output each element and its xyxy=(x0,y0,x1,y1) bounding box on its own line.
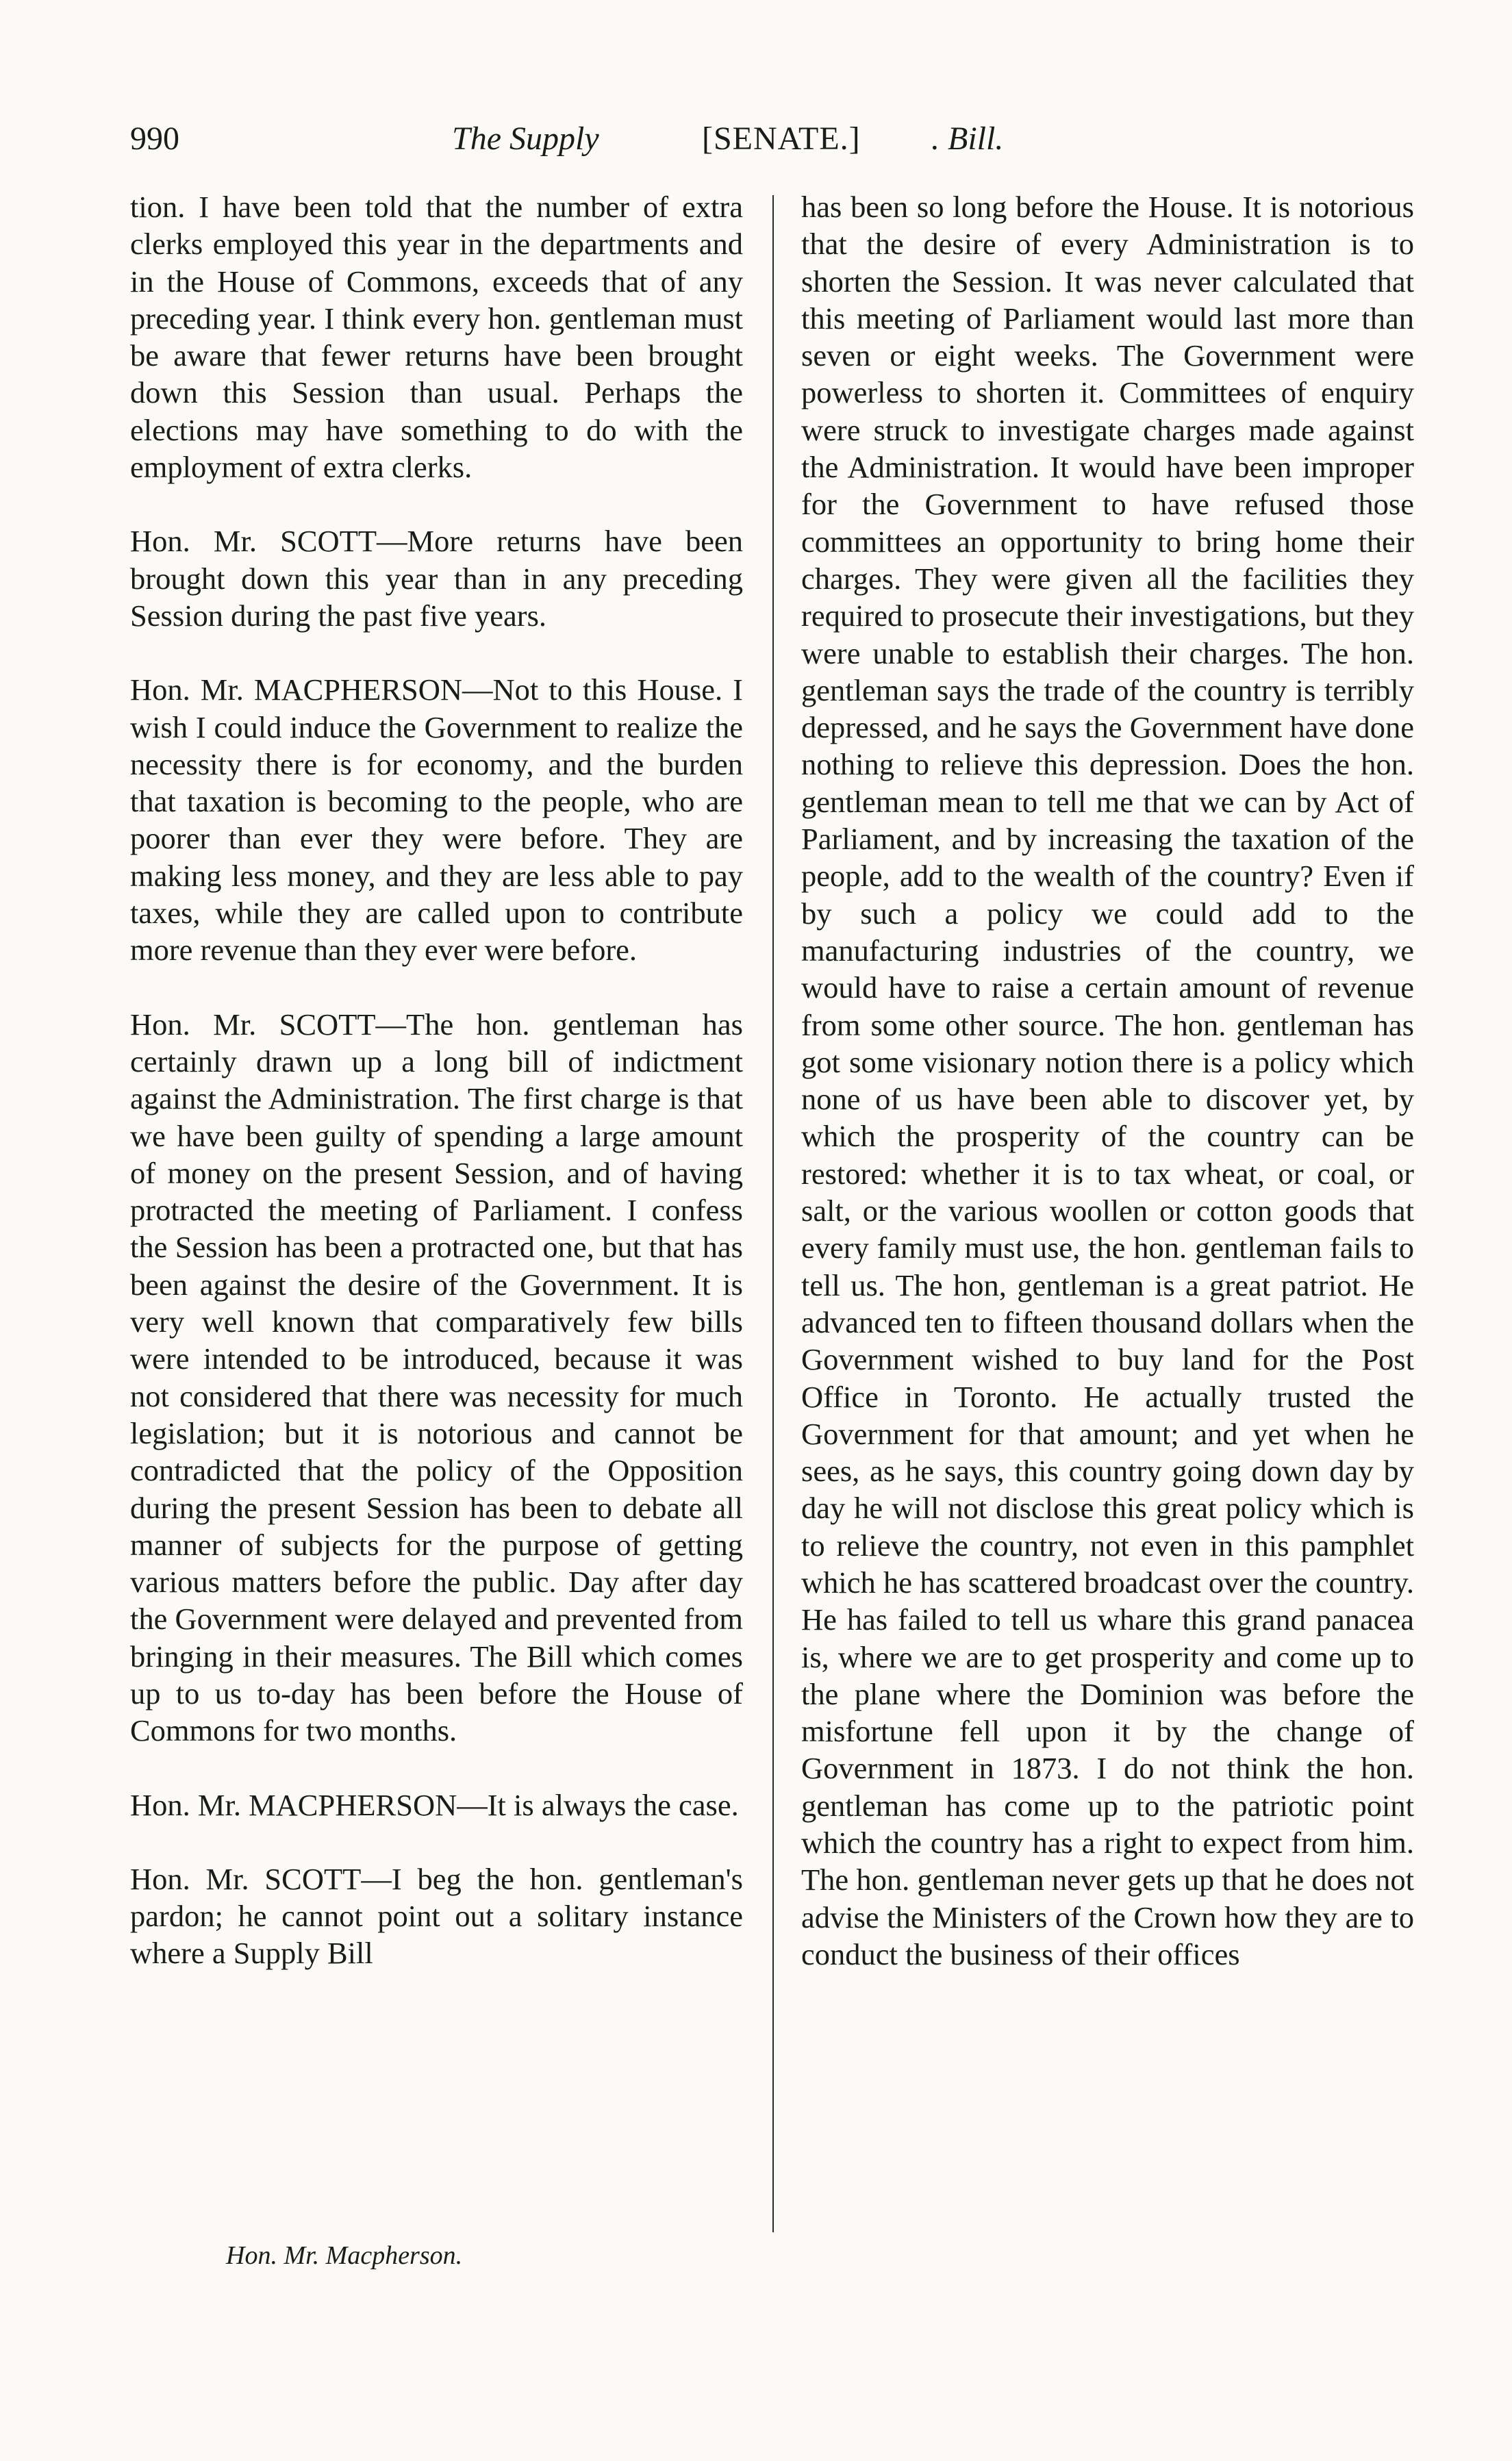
page-header xyxy=(130,115,1383,163)
page-number: 990 xyxy=(130,121,179,157)
left-column xyxy=(130,188,743,1972)
right-column xyxy=(801,188,1414,1973)
house-label: [SENATE.] xyxy=(702,121,861,157)
column-divider xyxy=(772,195,774,2232)
paragraph: Hon. Mr. MACPHERSON—It is always the case. xyxy=(130,1787,739,1822)
paragraph: Hon. Mr. SCOTT—The hon. gentleman has certainly drawn up a long bill of indictment against the Administration. The first charge is that we have been guilty of spending a large amount of money on the present Session, and of having protracted the meeting of Parliament. I confess the Session has been a protracted one, but that has been against the desire of the Government. It is very well known that comparatively few bills were intended to be introduced, because it was not considered that there was necessity for much legislation; but it is notorious and cannot be contradicted that the policy of the Opposition during the present Session has been to debate all manner of subjects for the purpose of getting various matters before the public. Day after day the Government were delayed and prevented from bringing in their measures. The Bill which comes up to us to-day has been before the House of Commons for two months. xyxy=(130,1007,743,1748)
catchword: Hon. Mr. Macpherson. xyxy=(226,2241,463,2270)
running-title: The Supply xyxy=(452,121,599,157)
running-title-end: . Bill. xyxy=(931,121,1004,157)
paragraph: Hon. Mr. SCOTT—I beg the hon. gentleman's pardon; he cannot point out a solitary instance where a Supply Bill xyxy=(130,1861,743,1971)
paragraph: Hon. Mr. SCOTT—More returns have been brought down this year than in any preceding Session during the past five years. xyxy=(130,524,743,633)
paragraph: has been so long before the House. It is notorious that the desire of every Administration is to shorten the Session. It was never calculated that this meeting of Parliament would last more than seven or eight weeks. The Government were powerless to shorten it. Committees of enquiry were struck to investigate charges made against the Administration. It would have been improper for the Government to have refused those committees an opportunity to bring home their charges. They were given all the facilities they required to prosecute their investigations, but they were unable to establish their charges. The hon. gentleman says the trade of the country is terribly depressed, and he says the Government have done nothing to relieve this depression. Does the hon. gentleman mean to tell me that we can by Act of Parliament, and by increasing the taxation of the people, add to the wealth of the country? Even if by such a policy we could add to the manufacturing industries of the country, we would have to raise a certain amount of revenue from some other source. The hon. gentleman has got some visionary notion there is a policy which none of us have been able to discover yet, by which the prosperity of the country can be restored: whether it is to tax wheat, or coal, or salt, or the various woollen or cotton goods that every family must use, the hon. gentleman fails to tell us. The hon, gentleman is a great patriot. He advanced ten to fifteen thousand dollars when the Government wished to buy land for the Post Office in Toronto. He actually trusted the Government for that amount; and yet when he sees, as he says, this country going down day by day he will not disclose this great policy which is to relieve the country, not even in this pamphlet which he has scattered broadcast over the country. He has failed to tell us whare this grand panacea is, where we are to get prosperity and come up to the plane where the Dominion was before the misfortune fell upon it by the change of Government in 1873. I do not think the hon. gentleman has come up to the patriotic point which the country has a right to expect from him. The hon. gentleman never gets up that he does not advise the Ministers of the Crown how they are to conduct the business of their offices xyxy=(801,190,1414,1971)
paragraph: Hon. Mr. MACPHERSON—Not to this House. I wish I could induce the Government to realize the necessity there is for economy, and the burden that taxation is becoming to the people, who are poorer than ever they were before. They are making less money, and they are less able to pay taxes, while they are called upon to contribute more revenue than they ever were before. xyxy=(130,672,743,968)
paragraph: tion. I have been told that the number of extra clerks employed this year in the departments and in the House of Commons, exceeds that of any preceding year. I think every hon. gentleman must be aware that fewer returns have been brought down this Session than usual. Perhaps the elections may have something to do with the employment of extra clerks. xyxy=(130,190,743,485)
